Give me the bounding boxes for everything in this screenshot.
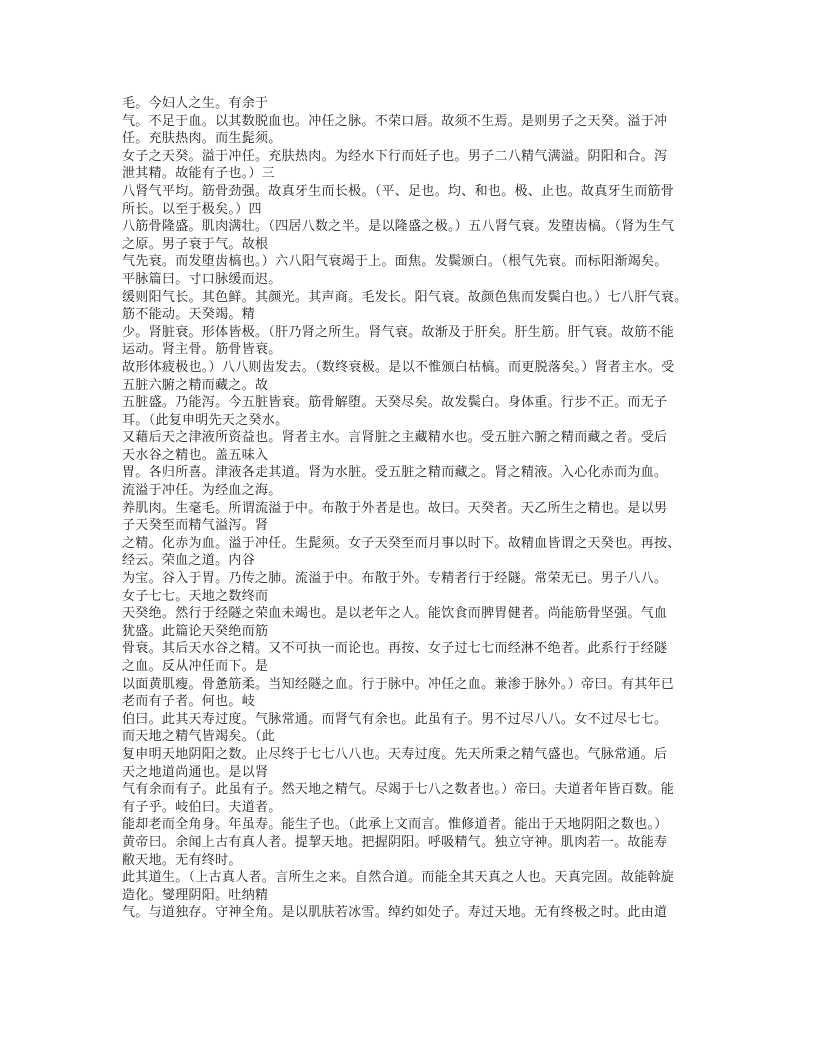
text-line: 女子七七。天地之数终而 bbox=[122, 588, 269, 604]
text-line: 天水谷之精也。盖五味入 bbox=[122, 447, 269, 463]
text-line: 之原。男子衰于气。故根 bbox=[122, 236, 269, 252]
text-line: 能却老而全角身。年虽寿。能生子也。（此承上文而言。惟修道者。能出于天地阴阳之数也。） bbox=[122, 817, 668, 833]
document-page bbox=[122, 95, 712, 922]
text-line: 少。肾脏衰。形体皆极。（肝乃肾之所生。肾气衰。故渐及于肝矣。肝生筋。肝气衰。故筋不能 bbox=[122, 324, 675, 340]
text-line: 气先衰。而发堕齿槁也。）六八阳气衰竭于上。面焦。发鬓颁白。（根气先衰。而标阳渐竭矣。 bbox=[122, 254, 668, 270]
text-line: 气。与道独存。守神全角。是以肌肤若冰雪。绰约如处子。寿过天地。无有终极之时。此由道 bbox=[122, 905, 668, 921]
text-line: 毛。今妇人之生。有余于 bbox=[122, 96, 269, 111]
text-line: 平脉篇曰。寸口脉缓而迟。 bbox=[122, 271, 282, 287]
text-line: 经云。荣血之道。内谷 bbox=[122, 553, 256, 569]
text-line: 运动。肾主骨。筋骨皆衰。 bbox=[122, 342, 282, 358]
text-line: 女子之天癸。溢于冲任。充肤热肉。为经水下行而妊子也。男子二八精气满溢。阴阳和合。泻 bbox=[122, 148, 668, 164]
text-line: 为宝。谷入于胃。乃传之肺。流溢于中。布散于外。专精者行于经隧。常荣无已。男子八八。 bbox=[122, 571, 668, 587]
text-line: 天癸绝。然行于经隧之荣血未竭也。是以老年之人。能饮食而脾胃健者。尚能筋骨坚强。气血 bbox=[122, 606, 668, 622]
text-line: 敝天地。无有终时。 bbox=[122, 852, 242, 868]
text-line: 骨衰。其后天水谷之精。又不可执一而论也。再按、女子过七七而经淋不绝者。此系行于经隧 bbox=[122, 641, 668, 657]
text-line: 故形体疲极也。）八八则齿发去。（数终衰极。是以不惟颁白枯槁。而更脱落矣。）肾者主水。受 bbox=[122, 359, 675, 375]
text-line: 泄其精。故能有子也。）三 bbox=[122, 166, 276, 182]
text-line: 而天地之精气皆竭矣。（此 bbox=[122, 729, 276, 745]
text-line: 五脏六腑之精而藏之。故 bbox=[122, 377, 269, 393]
text-line: 复申明天地阴阳之数。止尽终于七七八八也。天寿过度。先天所秉之精气盛也。气脉常通。后 bbox=[122, 746, 668, 762]
text-line: 又藉后天之津液所资益也。肾者主水。言肾脏之主藏精水也。受五脏六腑之精而藏之者。受后 bbox=[122, 430, 668, 446]
text-line: 筋不能动。天癸竭。精 bbox=[122, 307, 256, 323]
text-line: 天之地道尚通也。是以肾 bbox=[122, 764, 269, 780]
text-line: 八肾气平均。筋骨劲强。故真牙生而长极。（平、足也。均、和也。极、止也。故真牙生而筋骨 bbox=[122, 183, 675, 199]
text-line: 胃。各归所喜。津液各走其道。肾为水脏。受五脏之精而藏之。肾之精液。入心化赤而为血。 bbox=[122, 465, 668, 481]
text-line: 伯曰。此其天寿过度。气脉常通。而肾气有余也。此虽有子。男不过尽八八。女不过尽七七。 bbox=[122, 711, 668, 727]
text-line: 子天癸至而精气溢泻。肾 bbox=[122, 518, 269, 534]
text-line: 黄帝曰。余闻上古有真人者。提挈天地。把握阴阳。呼吸精气。独立守神。肌肉若一。故能寿 bbox=[122, 834, 668, 850]
text-line: 任。充肤热肉。而生髭须。 bbox=[122, 131, 282, 147]
text-line: 气。不足于血。以其数脱血也。冲任之脉。不荣口唇。故须不生焉。是则男子之天癸。溢于冲 bbox=[122, 113, 668, 129]
text-line: 之血。反从冲任而下。是 bbox=[122, 659, 269, 674]
text-line: 有子乎。岐伯曰。夫道者。 bbox=[122, 799, 282, 815]
text-line: 流溢于冲任。为经血之海。 bbox=[122, 483, 282, 499]
text-line: 八筋骨隆盛。肌肉满壮。（四居八数之半。是以隆盛之极。）五八肾气衰。发堕齿槁。（肾为生气 bbox=[122, 219, 675, 235]
text-line: 以面黄肌瘦。骨惫筋柔。当知经隧之血。行于脉中。冲任之血。兼渗于脉外。）帝曰。有其年已 bbox=[122, 676, 675, 692]
text-line: 缓则阳气长。其色鲜。其颜光。其声商。毛发长。阳气衰。故颜色焦而发鬓白也。）七八肝气衰。 bbox=[122, 289, 688, 305]
text-line: 所长。以至于极矣。）四 bbox=[122, 201, 262, 217]
text-line: 五脏盛。乃能泻。今五脏皆衰。筋骨解堕。天癸尽矣。故发鬓白。身体重。行步不正。而无子 bbox=[122, 395, 668, 411]
text-line: 气有余而有子。此虽有子。然天地之精气。尽竭于七八之数者也。）帝曰。夫道者年皆百数。能 bbox=[122, 782, 675, 798]
text-line: 养肌肉。生毫毛。所谓流溢于中。布散于外者是也。故曰。天癸者。天乙所生之精也。是以男 bbox=[122, 500, 668, 516]
text-line: 老而有子者。何也。岐 bbox=[122, 694, 256, 710]
text-line: 此其道生。（上古真人者。言所生之来。自然合道。而能全其天真之人也。天真完固。故能斡旋 bbox=[122, 870, 675, 886]
text-line: 犹盛。此篇论天癸绝而筋 bbox=[122, 623, 269, 639]
text-line: 造化。燮理阴阳。吐纳精 bbox=[122, 887, 269, 903]
text-line: 之精。化赤为血。溢于冲任。生髭须。女子天癸至而月事以时下。故精血皆谓之天癸也。再按、 bbox=[122, 535, 681, 551]
text-line: 耳。（此复申明先天之癸水。 bbox=[122, 412, 289, 428]
